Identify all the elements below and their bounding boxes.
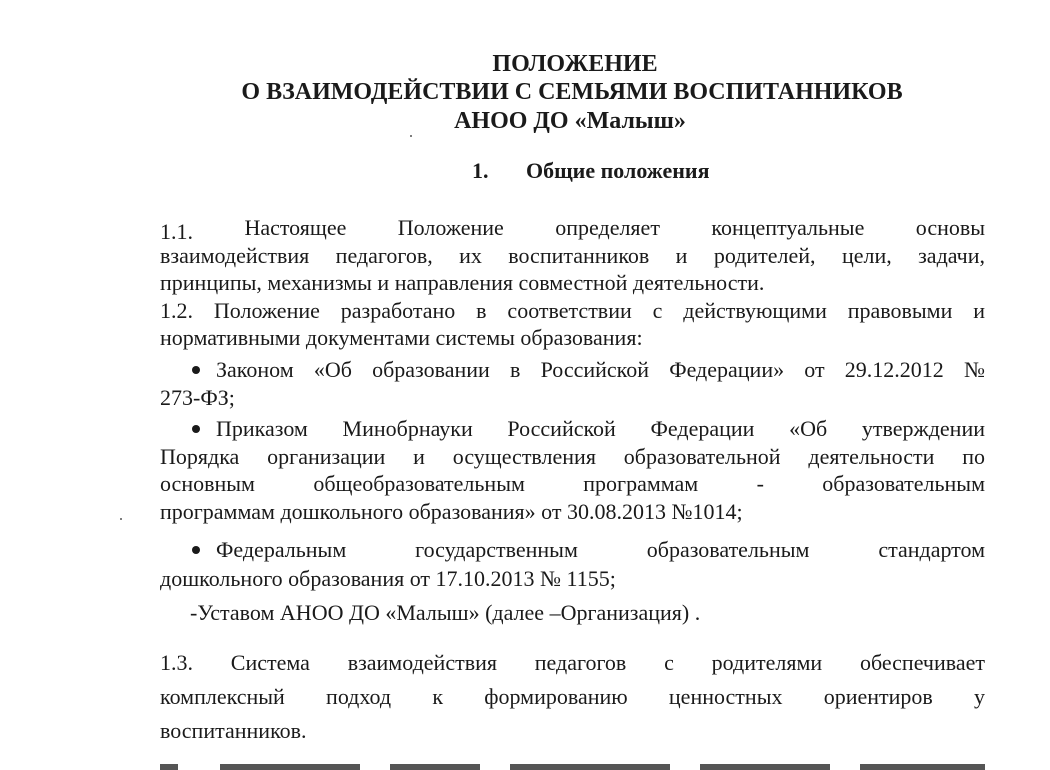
bullet-item-2-line-1 [192,416,985,442]
scan-speck [410,135,412,137]
p1-1-word: основы [915,215,986,240]
p1-1-word: определяет [555,215,660,240]
p1-1-word: Настоящее [244,215,347,240]
bullet-text: Федеральным государственным образовательным стандартом [216,537,985,562]
bullet-icon [192,546,200,554]
section-title: Общие положения [526,158,710,183]
bullet-item-3-line-1 [192,537,985,563]
cut-off-next-line [160,760,985,770]
bullet-text: Приказом Минобрнауки Российской Федерации «Об утверждении [216,416,985,441]
bullet-icon [192,366,200,374]
paragraph-1-3-line-1: 1.3. Система взаимодействия педагогов с родителями обеспечивает [160,650,985,675]
bullet-item-1-line-2: 273-ФЗ; [160,385,235,410]
bullet-item-2-line-4: программам дошкольного образования» от 30.08.2013 №1014; [160,499,743,524]
paragraph-1-3-line-3: воспитанников. [160,718,307,743]
bullet-item-1-line-1 [192,357,985,383]
document-title-line-2: О ВЗАИМОДЕЙСТВИИ С СЕМЬЯМИ ВОСПИТАННИКОВ [241,79,903,105]
document-title-line-1: ПОЛОЖЕНИЕ [492,51,658,77]
p1-1-number: 1.1. [160,219,193,244]
bullet-item-3-line-2: дошкольного образования от 17.10.2013 № 1155; [160,566,616,591]
section-heading [472,158,710,184]
bullet-icon [192,425,200,433]
p1-1-word: концептуальные [711,215,865,240]
ustav-line: -Уставом АНОО ДО «Малыш» (далее –Организация) . [190,600,701,625]
scan-speck [120,518,122,520]
p1-1-word: Положение [397,215,504,240]
bullet-text: Законом «Об образовании в Российской Федерации» от 29.12.2012 № [216,357,985,382]
document-title-line-3: АНОО ДО «Малыш» [454,108,686,134]
bullet-item-2-line-3: основным общеобразовательным программам - образовательным [160,471,985,496]
paragraph-1-1-line-3: принципы, механизмы и направления совместной деятельности. [160,270,765,295]
section-number: 1. [472,158,489,183]
paragraph-1-1-line-1 [160,215,986,244]
bullet-item-2-line-2: Порядка организации и осуществления образовательной деятельности по [160,444,985,469]
paragraph-1-2-line-1: 1.2. Положение разработано в соответствии с действующими правовыми и [160,298,985,323]
paragraph-1-1-line-2: взаимодействия педагогов, их воспитанников и родителей, цели, задачи, [160,243,985,268]
paragraph-1-2-line-2: нормативными документами системы образования: [160,325,643,350]
paragraph-1-3-line-2: комплексный подход к формированию ценностных ориентиров у [160,684,985,709]
